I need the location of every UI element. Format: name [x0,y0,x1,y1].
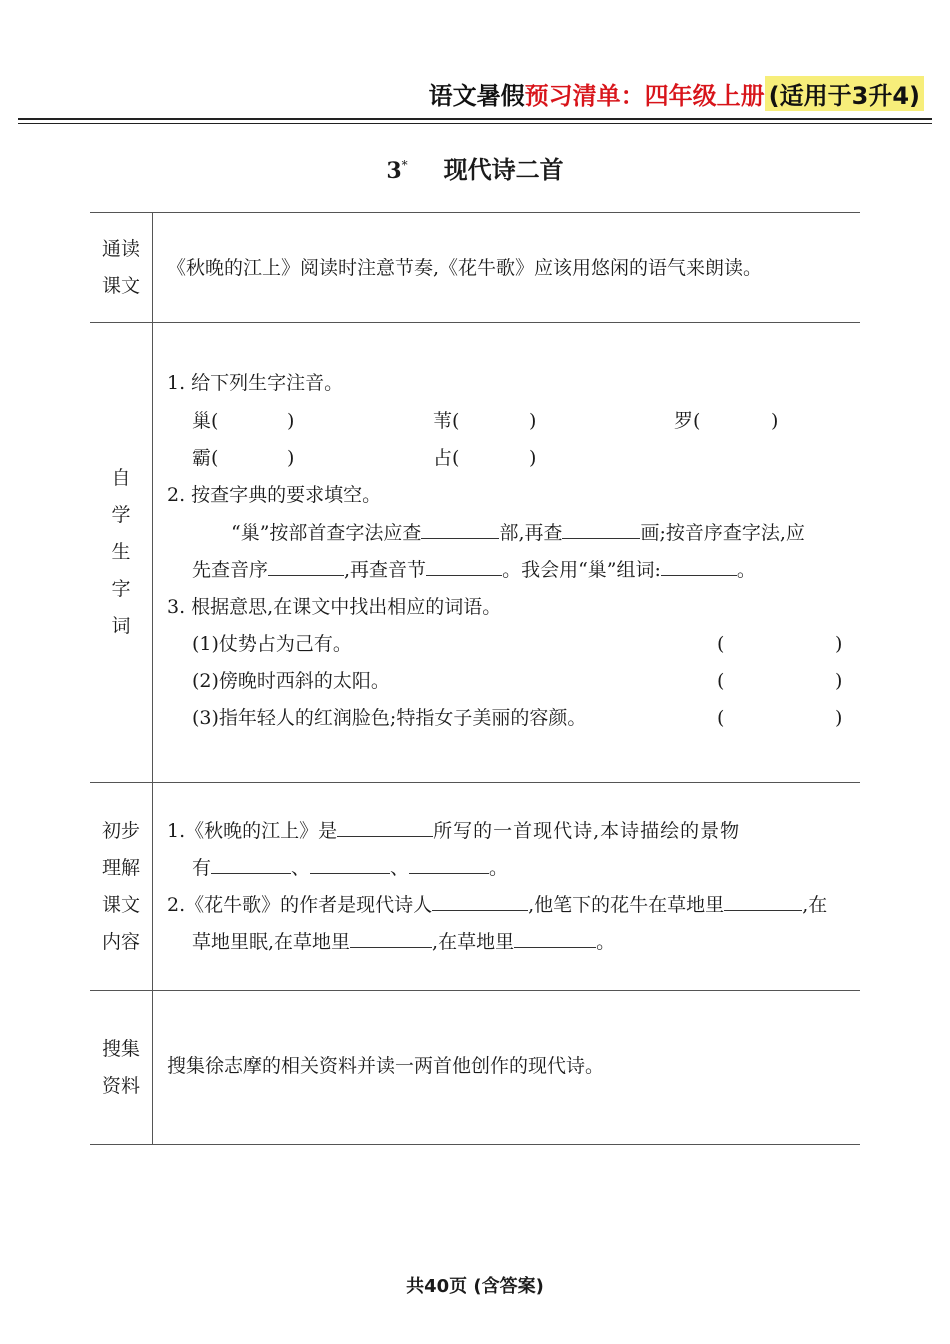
worksheet-table [90,212,860,1145]
u-q1-text-c: 有 [192,857,212,879]
u-blank-scene-1[interactable] [211,853,291,874]
q2-title: 2. 按查字典的要求填空。 [167,484,382,506]
page-header [429,76,924,112]
q2-blank-word[interactable] [661,555,737,576]
q2-line1 [231,518,846,548]
u-q2-text-c: ,在 [802,894,828,916]
u-q1-text-b: 所写的一首现代诗,本诗描绘的景物 [433,820,741,842]
q2-blank-strokes[interactable] [562,518,640,539]
q2-text-b: 部,再查 [499,522,563,544]
u-q2-text-d: 草地里眠,在草地里 [192,931,351,953]
q1-title: 1. 给下列生字注音。 [167,372,344,394]
collect-instruction: 搜集徐志摩的相关资料并读一两首他创作的现代诗。 [167,1055,605,1077]
read-instruction: 《秋晚的江上》阅读时注意节奏,《花牛歌》应该用悠闲的语气来朗读。 [167,257,763,279]
u-sep-2: 、 [390,857,410,879]
char-wei: 苇( [433,410,460,432]
char-chao-close: ) [287,410,295,432]
row-words-label-cell [90,323,153,782]
u-q2-text-b: ,他笔下的花牛在草地里 [528,894,725,916]
lesson-title [0,150,950,185]
u-blank-scene-3[interactable] [409,853,489,874]
q1-row2 [167,443,846,473]
q3-item-2-close: ) [835,670,843,692]
u-q2-line2 [192,927,846,957]
q3-title: 3. 根据意思,在课文中找出相应的词语。 [167,596,502,618]
q2-blank-syllable[interactable] [426,555,502,576]
u-q2-text-f: 。 [596,931,616,953]
u-blank-scene-2[interactable] [310,853,390,874]
row-understand-label-cell [90,783,153,990]
row-collect [90,990,860,1145]
q3-item-3-open: ( [717,707,725,729]
lesson-mark: * [401,158,408,172]
row-read [90,212,860,322]
u-blank-action-1[interactable] [724,890,802,911]
u-q2-text-a: 2.《花牛歌》的作者是现代诗人 [167,894,433,916]
u-q2-text-e: ,在草地里 [432,931,515,953]
u-blank-action-3[interactable] [514,927,596,948]
q3-item-3 [192,703,846,733]
u-q1-end: 。 [489,857,509,879]
lesson-name: 现代诗二首 [443,155,564,184]
char-luo-close: ) [771,410,779,432]
char-luo: 罗( [674,410,701,432]
q3-item-1-text: (1)仗势占为己有。 [192,633,352,655]
u-q2-line1 [167,890,846,920]
q2-blank-initial[interactable] [268,555,344,576]
q2-text-e: ,再查音节 [344,559,427,581]
char-ba-close: ) [287,447,295,469]
row-read-label: 通读课文 [101,237,140,297]
u-sep-1: 、 [291,857,311,879]
q1-row1 [167,406,846,436]
header-title-part2: 预习清单：四年级上册 [524,82,765,110]
row-understand [90,782,860,990]
q2-text-c: 画;按音序查字法,应 [640,522,805,544]
q2-line2 [192,555,846,585]
q3-item-1-close: ) [835,633,843,655]
u-blank-poet[interactable] [432,890,528,911]
u-q1-line2 [192,853,846,883]
char-chao: 巢( [192,410,219,432]
u-q1-line1 [167,816,846,846]
row-collect-label: 搜集资料 [101,1037,140,1097]
row-understand-label: 初步理解课文内容 [101,819,140,953]
u-blank-author[interactable] [337,816,433,837]
row-words-label: 自学生字词 [111,467,131,637]
header-title-part1: 语文暑假 [428,82,525,110]
q2-text-d: 先查音序 [192,559,269,581]
char-zhan: 占( [433,447,460,469]
row-read-label-cell [90,213,153,322]
q3-item-2 [192,666,846,696]
page-footer: 共40页 (含答案) [406,1276,544,1297]
q3-item-3-close: ) [835,707,843,729]
header-rule-thin [18,123,932,124]
row-collect-label-cell [90,991,153,1144]
q2-text-f: 。我会用“巢”组词: [502,559,661,581]
char-wei-close: ) [529,410,537,432]
q3-item-1-open: ( [717,633,725,655]
q3-item-1 [192,629,846,659]
q2-text-g: 。 [736,559,756,581]
header-rule-thick [18,118,932,120]
q2-blank-radical[interactable] [421,518,499,539]
lesson-number: 3 [386,158,402,184]
u-q1-text-a: 1.《秋晚的江上》是 [167,820,338,842]
char-zhan-close: ) [529,447,537,469]
q3-item-3-text: (3)指年轻人的红润脸色;特指女子美丽的容颜。 [192,707,587,729]
header-grade-badge: (适用于3升4) [765,76,924,111]
row-words [90,322,860,782]
u-blank-action-2[interactable] [350,927,432,948]
q2-text-a: “巢”按部首查字法应查 [231,522,422,544]
q3-item-2-open: ( [717,670,725,692]
q3-item-2-text: (2)傍晚时西斜的太阳。 [192,670,390,692]
char-ba: 霸( [192,447,219,469]
